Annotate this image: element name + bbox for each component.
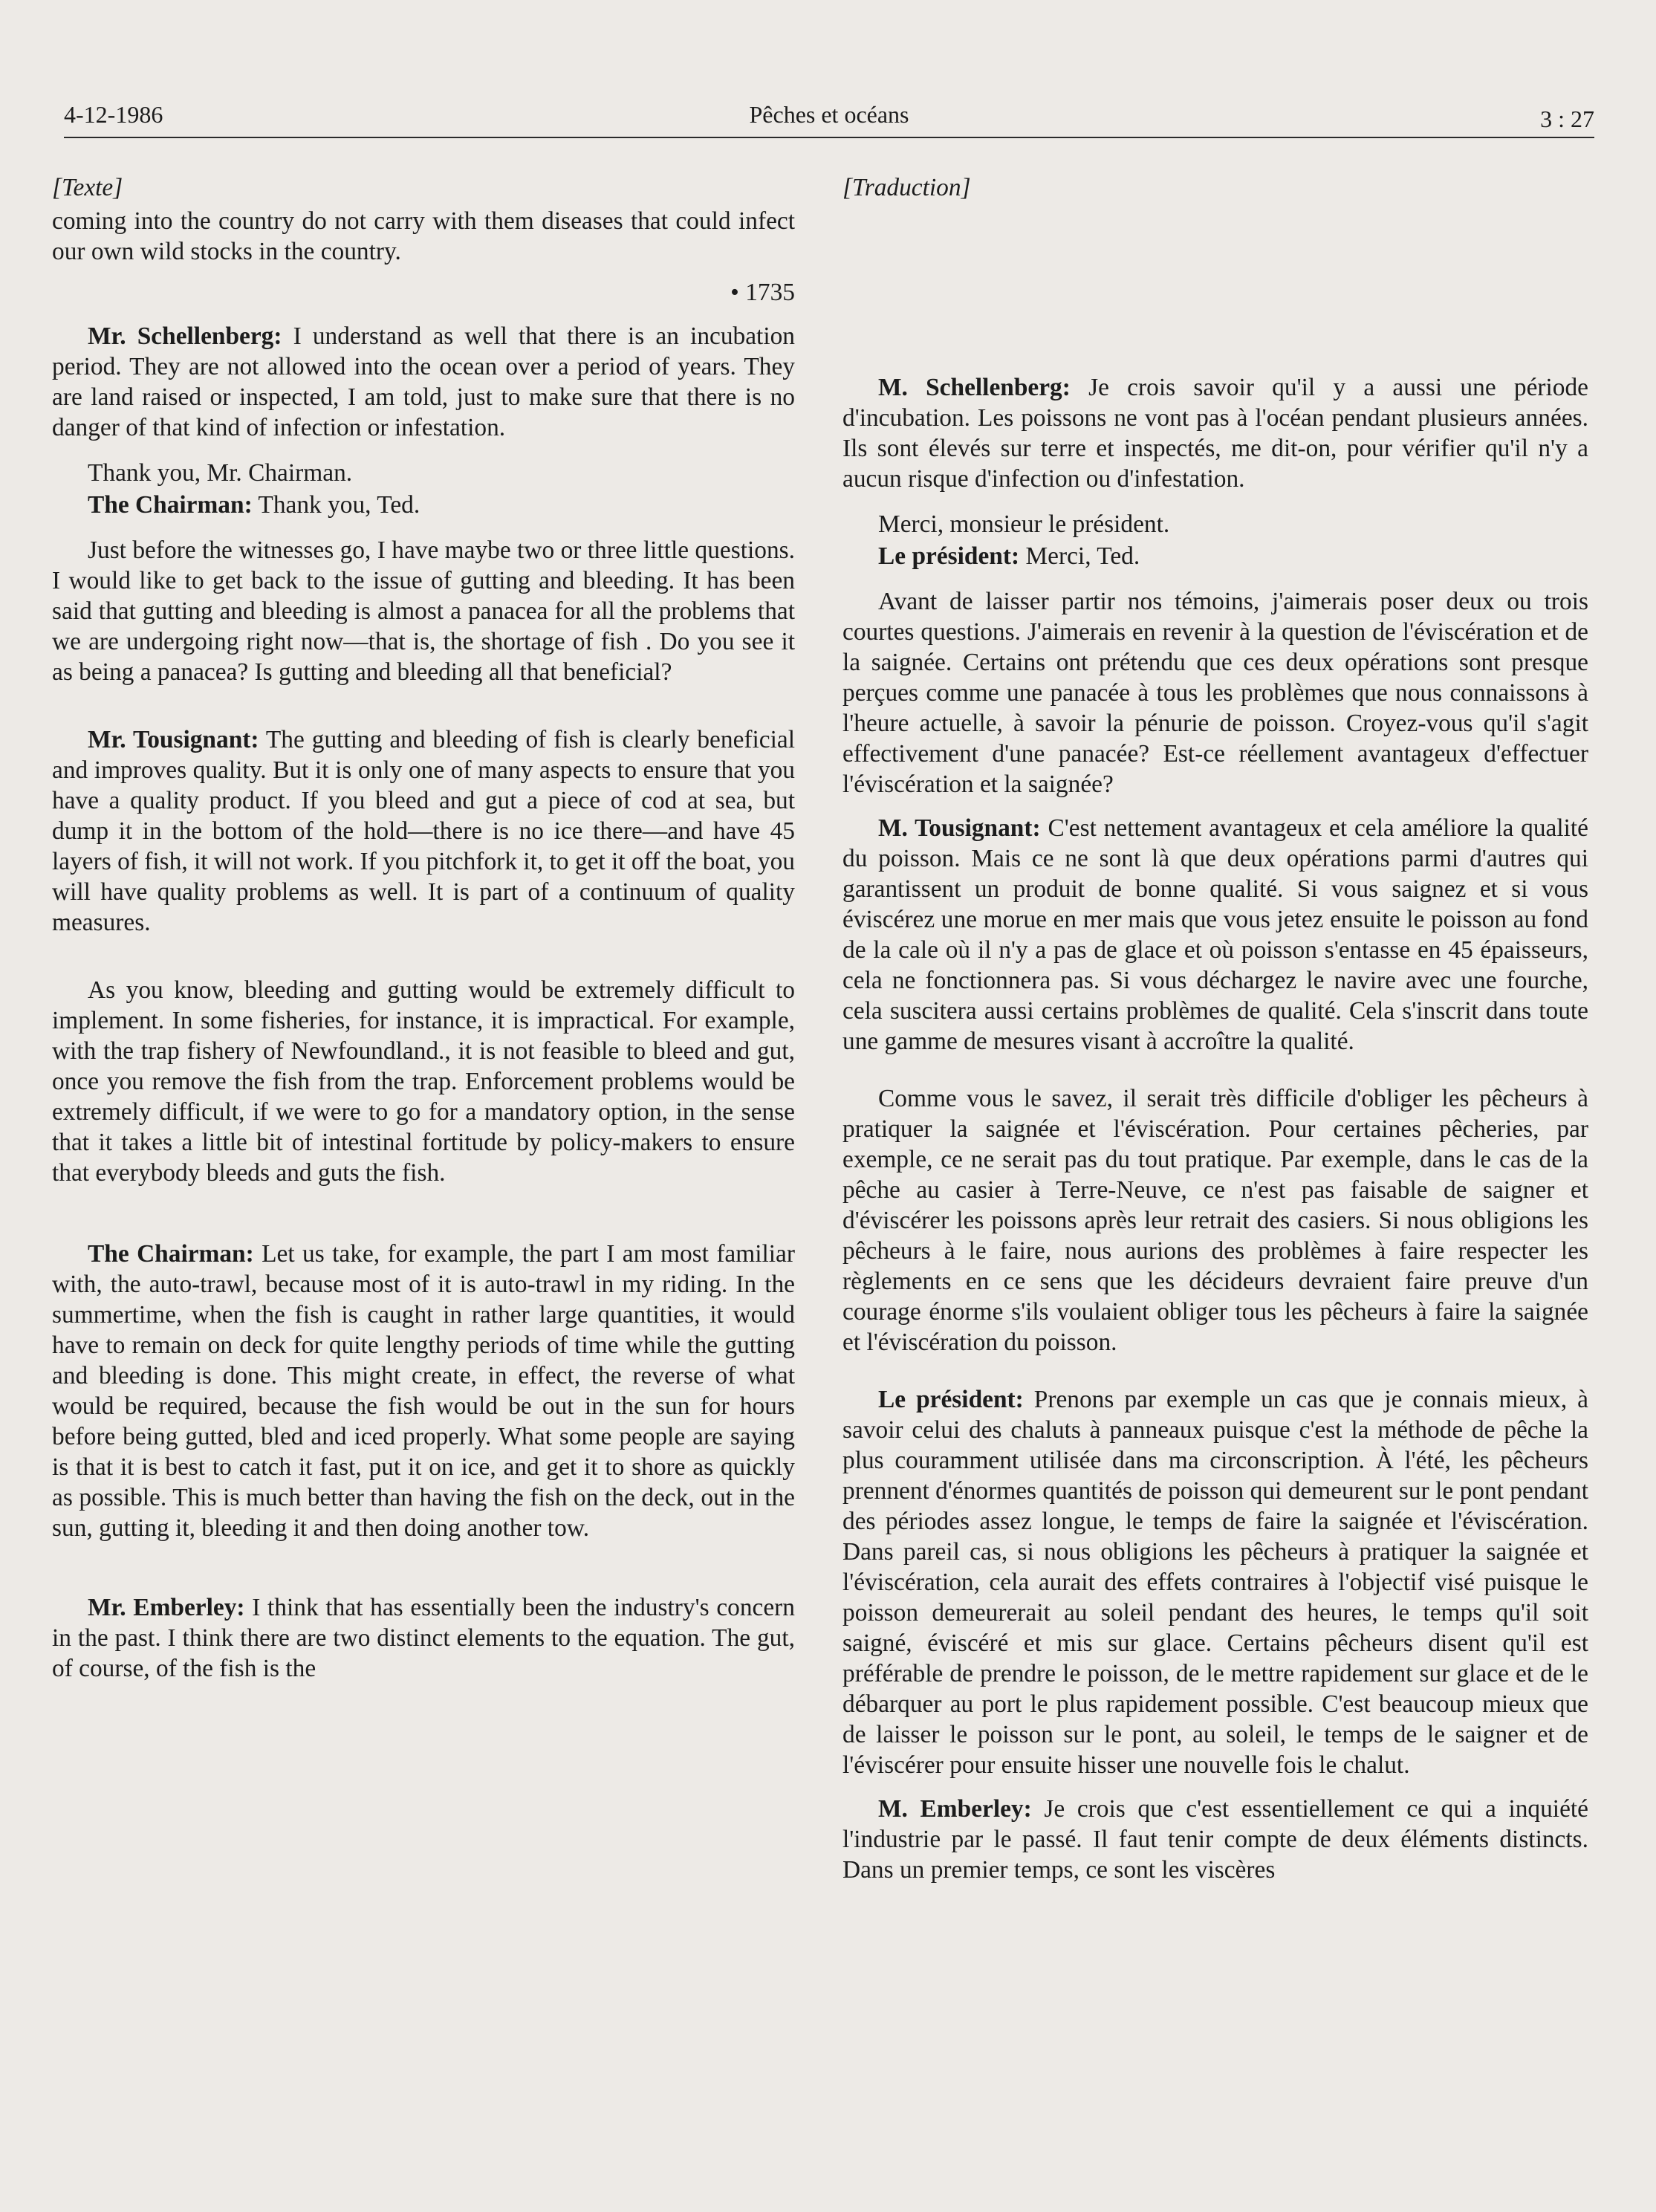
speaker-name: Le président: [878,1386,1024,1413]
paragraph-text: Merci, Ted. [1019,542,1140,570]
paragraph [842,813,1588,1057]
paragraph-text: Let us take, for example, the part I am most familiar with, the auto-trawl, because most of it is auto-trawl in my riding. In the summertime, when the fish is caught in rather large quantities, it would have to remain on deck for quite lengthy periods of time while the gutting and bleeding is done. This might create, in effect, the reverse of what would be required, because the fish would be out in the sun for hours before being gutted, bled and iced properly. What some people are saying is that it is best to catch it fast, put it on ice, and get it to shore as quickly as possible. This is much better than having the fish on the deck, out in the sun, gutting it, bleeding it and then doing another tow. [52,1240,795,1542]
time-marker: • 1735 [730,279,795,306]
paragraph: Thank you, Mr. Chairman. [88,459,353,487]
english-column [52,172,795,1684]
paragraph-text: I understand as well that there is an incubation period. They are not allowed into the ocean over a period of years. They are land raised or inspected, I am told, just to make sure that there is no danger of that kind of infection or infestation. [52,322,795,441]
speaker-name: Mr. Tousignant: [88,726,259,753]
paragraph [842,541,1588,571]
speaker-name: Mr. Emberley: [88,1594,245,1621]
paragraph-text: Je crois que c'est essentiellement ce qui a inquiété l'industrie par le passé. Il faut tenir compte de deux éléments distincts. Dans un premier temps, ce sont les viscères [842,1795,1589,1884]
paragraph [842,1384,1588,1780]
paragraph [52,490,795,520]
header-date: 4-12-1986 [64,101,163,128]
header-page-number: 3 : 27 [1540,106,1594,132]
speaker-name: M. Tousignant: [878,814,1041,842]
speaker-name: The Chairman: [88,1240,254,1268]
paragraph [842,1794,1588,1885]
speaker-name: Le président: [878,542,1020,570]
paragraph-text: Prenons par exemple un cas que je connais mieux, à savoir celui des chaluts à panneaux puisque c'est la méthode de pêche la plus couramment utilisée dans ma circonscription. À l'été, les pêcheurs prennent d'énormes quantités de poisson qui demeurent sur le pont pendant des périodes assez longue, le temps de faire la saignée et l'éviscération. Dans pareil cas, si nous obligions les pêcheurs à pratiquer la saignée et l'éviscération, cela aurait des effets contraires à l'objectif visé puisque le poisson demeurerait au soleil pendant des heures, le temps qu'il soit saigné, éviscéré et mis sur glace. Certains pêcheurs disent qu'il est préférable de prendre le poisson, de le mettre rapidement sur glace et de le débarquer au port le plus rapidement possible. C'est beaucoup mieux que de laisser le poisson sur le pont, au soleil, le temps de le saigner et de l'éviscérer pour ensuite hisser une nouvelle fois le chalut. [842,1386,1589,1779]
paragraph-text: Thank you, Ted. [252,491,421,519]
speaker-name: M. Schellenberg: [878,374,1071,401]
paragraph-text: I think that has essentially been the industry's concern in the past. I think there are two distinct elements to the equation. The gut, of course, of the fish is the [52,1594,795,1682]
paragraph-text: Je crois savoir qu'il y a aussi une période d'incubation. Les poissons ne vont pas à l'océan pendant plusieurs années. Ils sont élevés sur terre et inspectés, me dit-on, pour vérifier qu'il n'y a aucun risque d'infection ou d'infestation. [842,374,1589,493]
page-header [64,95,1594,138]
paragraph [52,724,795,938]
speaker-name: M. Emberley: [878,1795,1032,1823]
paragraph [52,1592,795,1684]
paragraph: Merci, monsieur le président. [878,510,1170,538]
paragraph [52,1239,795,1543]
speaker-name: The Chairman: [88,491,253,519]
paragraph: Just before the witnesses go, I have maybe two or three little questions. I would like to get back to the issue of gutting and bleeding. It has been said that gutting and bleeding is almost a panacea for all the problems that we are undergoing right now—that is, the shortage of fish . Do you see it as being a panacea? Is gutting and bleeding all that beneficial? [52,536,795,686]
paragraph: Avant de laisser partir nos témoins, j'aimerais poser deux ou trois courtes questions. J'aimerais en revenir à la question de l'éviscération et de la saignée. Certains ont prétendu que ces deux opérations sont presque perçues comme une panacée à tous les problèmes que nous connaissons à l'heure actuelle, à savoir la pénurie de poisson. Croyez-vous qu'il s'agit effectivement d'une panacée? Est-ce réellement avantageux d'effectuer l'éviscération et la saignée? [842,588,1588,798]
header-title: Pêches et océans [749,101,909,128]
paragraph-text: The gutting and bleeding of fish is clearly beneficial and improves quality. But it is only one of many aspects to ensure that you have a quality product. If you bleed and gut a piece of cod at sea, but dump it in the bottom of the hold—there is no ice there—and have 45 layers of fish, it will not work. If you pitchfork it, to get it off the boat, you will have quality problems as well. It is part of a continuum of quality measures. [52,726,796,936]
paragraph: coming into the country do not carry with them diseases that could infect our own wild stocks in the country. [52,207,795,265]
paragraph: Comme vous le savez, il serait très difficile d'obliger les pêcheurs à pratiquer la saignée et l'éviscération. Pour certaines pêcheries, par exemple, ce ne serait pas du tout pratique. Par exemple, dans le cas de la pêche au casier à Terre-Neuve, ce n'est pas faisable de saigner et d'éviscérer les poissons après leur retrait des casiers. Si nous obligions les pêcheurs à le faire, nous aurions des problèmes à faire respecter les règlements en ce sens que les décideurs devraient faire preuve d'un courage énorme s'ils voulaient obliger tous les pêcheurs à faire la saignée et l'éviscération du poisson. [842,1085,1588,1356]
french-column [842,172,1588,1885]
paragraph: As you know, bleeding and gutting would be extremely difficult to implement. In some fisheries, for instance, it is impractical. For example, with the trap fishery of Newfoundland., it is not feasible to bleed and gut, once you remove the fish from the trap. Enforcement problems would be extremely difficult, if we were to go for a mandatory option, in the sense that it takes a little bit of intestinal fortitude by policy-makers to ensure that everybody bleeds and guts the fish. [52,976,795,1187]
paragraph-text: C'est nettement avantageux et cela améliore la qualité du poisson. Mais ce ne sont là que deux opérations parmi d'autres qui garantissent un produit de bonne qualité. Si vous saignez et si vous éviscérez une morue en mer mais que vous jetez ensuite le poisson au fond de la cale où il n'y a pas de glace et où poisson s'entasse en 45 épaisseurs, cela ne fonctionnera pas. Si vous déchargez le navire avec une fourche, cela suscitera aussi certains problèmes de qualité. Cela s'inscrit dans toute une gamme de mesures visant à accroître la qualité. [842,814,1589,1055]
paragraph [52,321,795,443]
column-tag: [Traduction] [842,174,971,201]
column-tag: [Texte] [52,174,123,201]
paragraph [842,372,1588,494]
speaker-name: Mr. Schellenberg: [88,322,282,350]
